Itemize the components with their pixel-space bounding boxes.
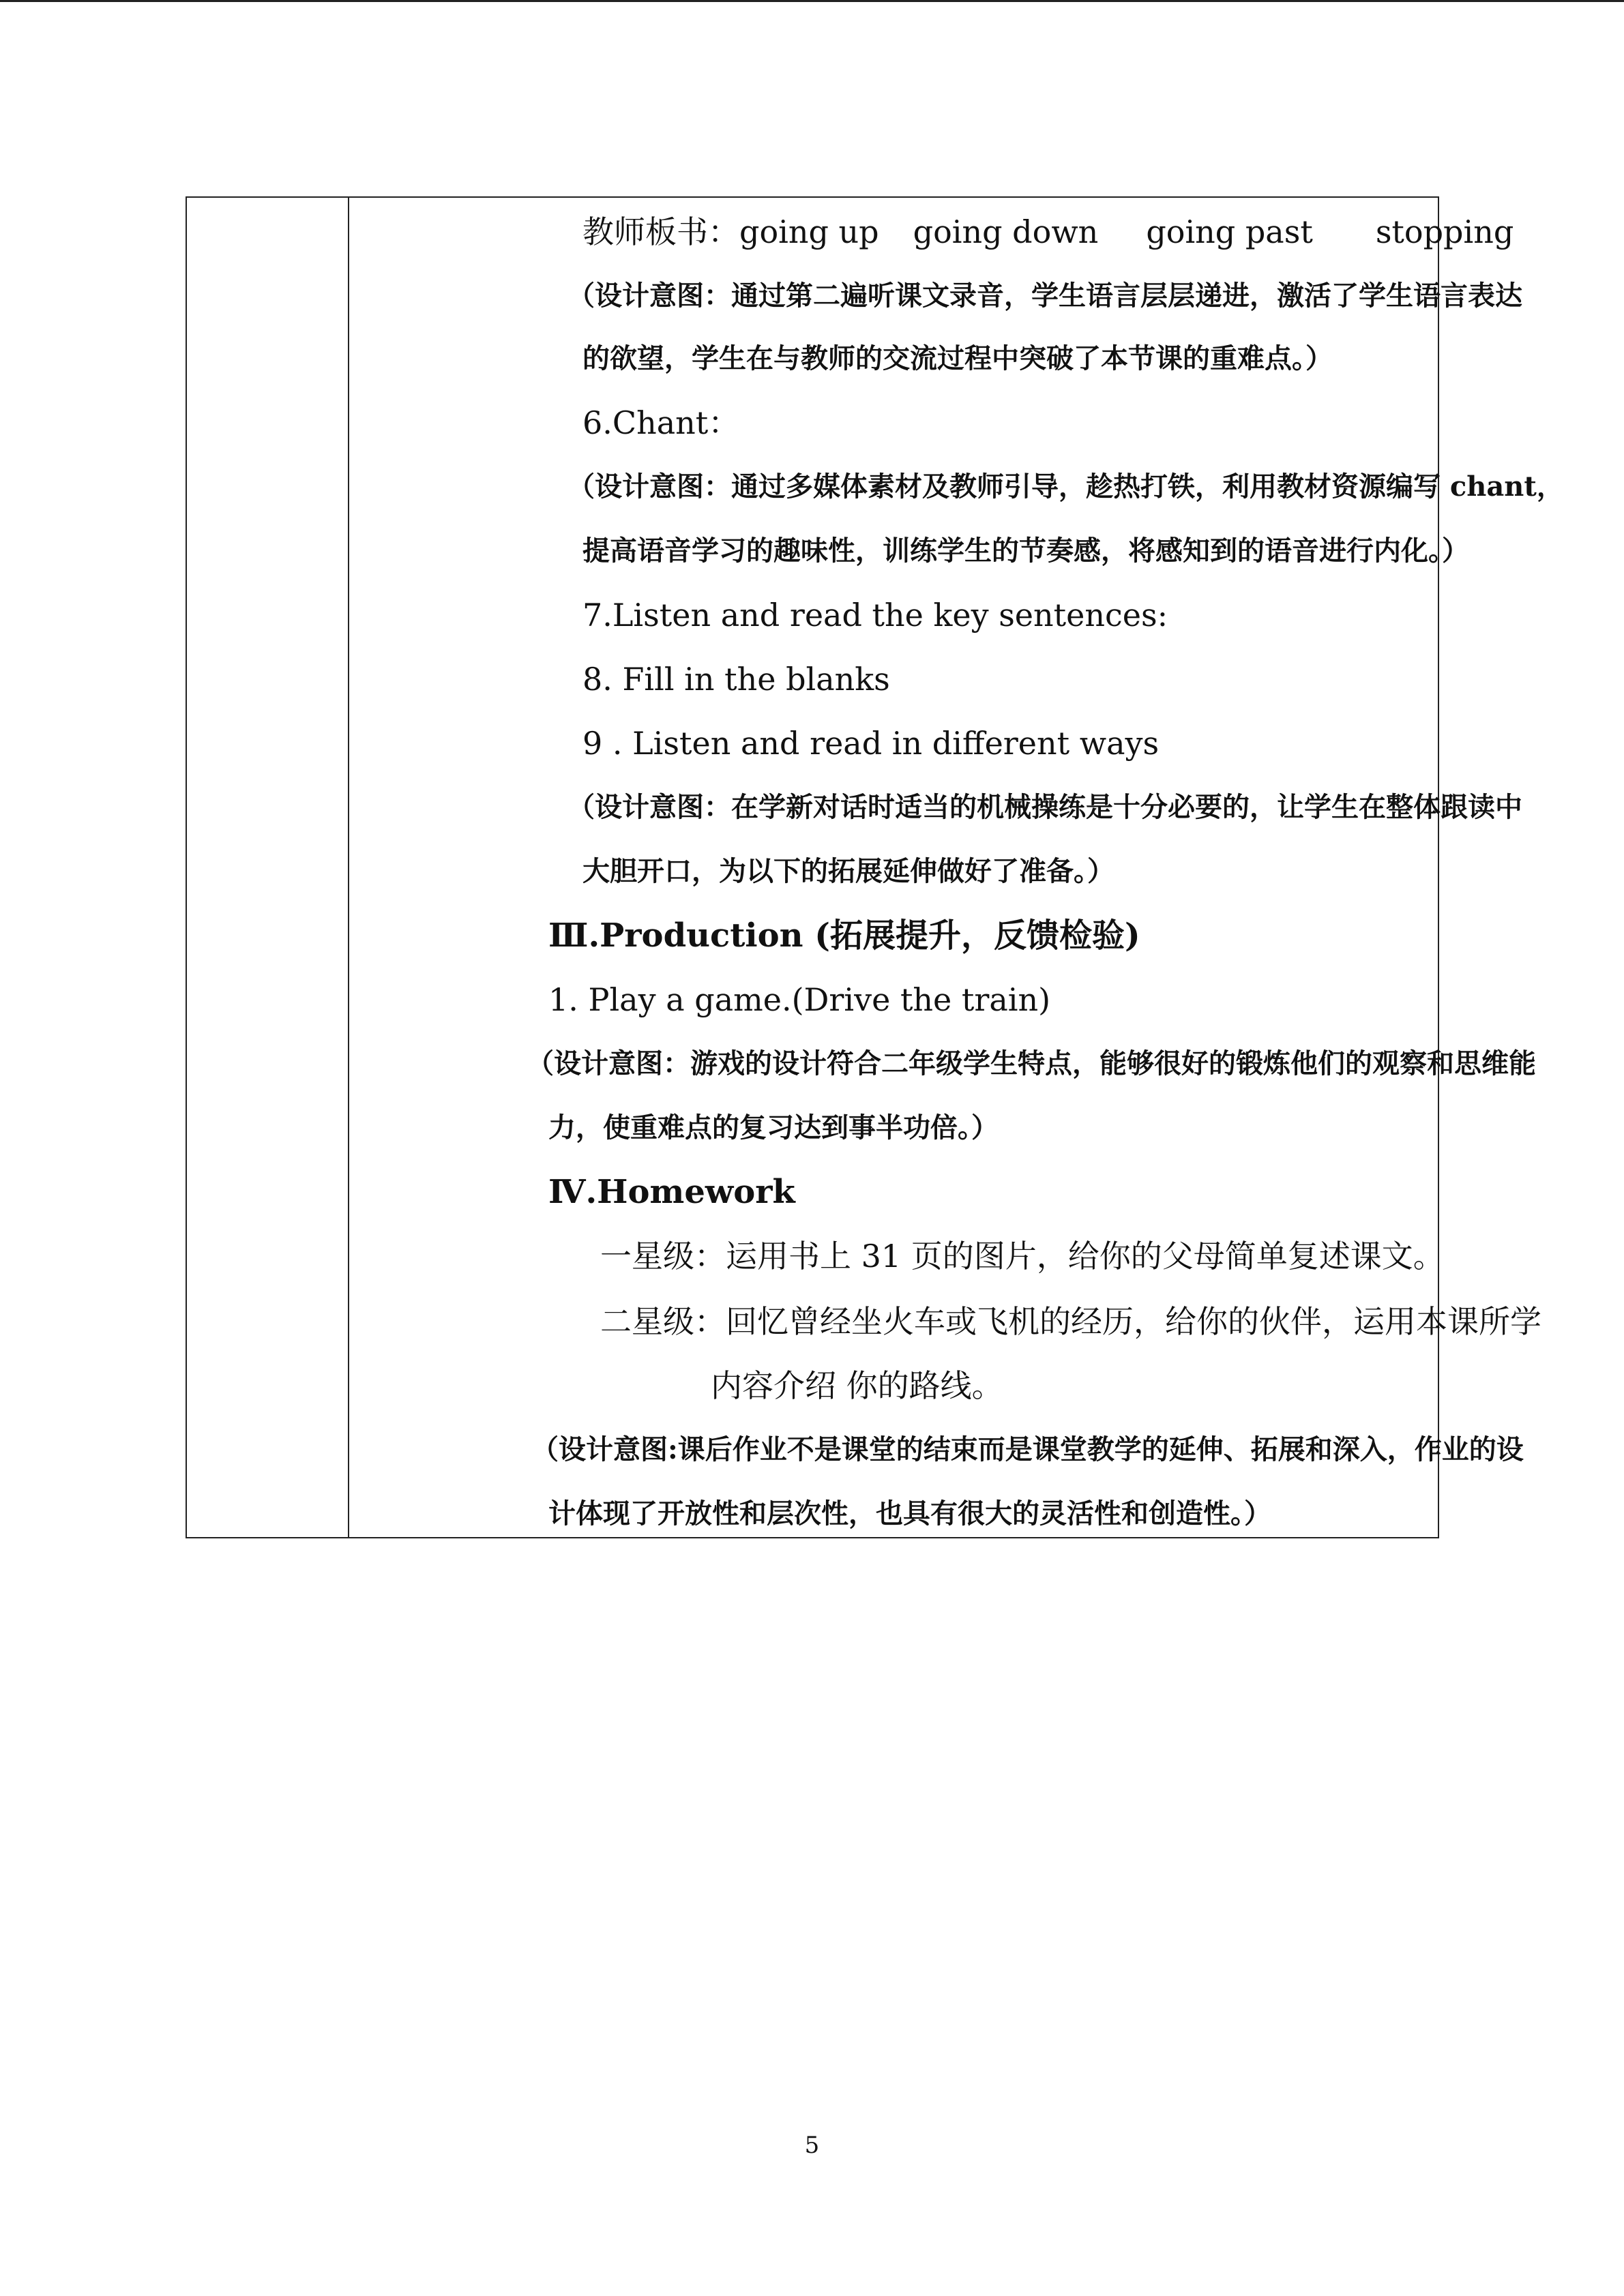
board-item-stopping: stopping — [1375, 213, 1514, 250]
homework-note-line-1: （设计意图:课后作业不是课堂的结束而是课堂教学的延伸、拓展和深入，作业的设 — [531, 1433, 1524, 1465]
step-chant: 6.Chant： — [582, 404, 740, 441]
design-note-1-line-2: 的欲望，学生在与教师的交流过程中突破了本节课的重难点。） — [582, 342, 1333, 374]
step-listen-key-sentences: 7.Listen and read the key sentences: — [582, 597, 1168, 633]
board-item-going-down: going down — [913, 213, 1099, 250]
design-note-1-line-1: （设计意图：通过第二遍听课文录音，学生语言层层递进，激活了学生语言表达 — [567, 280, 1522, 312]
board-item-going-past: going past — [1146, 213, 1313, 250]
step-listen-read-ways: 9 . Listen and read in different ways — [582, 725, 1160, 762]
table-left-cell — [187, 198, 349, 1537]
lesson-plan-table — [186, 196, 1564, 1538]
production-item-play-game: 1. Play a game.(Drive the train) — [548, 981, 1051, 1018]
homework-one-star: 一星级：运用书上 31 页的图片，给你的父母简单复述课文。 — [600, 1238, 1445, 1274]
design-note-2-line-1: （设计意图：通过多媒体素材及教师引导，趁热打铁，利用教材资源编写 chant， — [567, 471, 1564, 503]
board-writing-label: 教师板书： — [582, 213, 739, 250]
design-note-3-line-2: 大胆开口，为以下的拓展延伸做好了准备。） — [582, 855, 1114, 887]
design-note-2-line-2: 提高语音学习的趣味性，训练学生的节奏感，将感知到的语音进行内化。） — [582, 535, 1469, 567]
homework-two-star-line-2: 内容介绍 你的路线。 — [711, 1367, 1003, 1404]
board-writing-line — [582, 211, 1514, 252]
page-number: 5 — [804, 2132, 820, 2159]
homework-heading: Ⅳ.Homework — [548, 1173, 795, 1211]
table-right-cell — [351, 198, 1564, 1537]
homework-note-line-2: 计体现了开放性和层次性，也具有很大的灵活性和创造性。） — [548, 1497, 1271, 1530]
design-note-3-line-1: （设计意图：在学新对话时适当的机械操练是十分必要的，让学生在整体跟读中 — [567, 791, 1522, 823]
top-border-rule — [0, 0, 1624, 2]
production-note-line-1: （设计意图：游戏的设计符合二年级学生特点，能够很好的锻炼他们的观察和思维能 — [527, 1047, 1536, 1079]
production-note-line-2: 力，使重难点的复习达到事半功倍。） — [548, 1112, 999, 1144]
board-item-going-up: going up — [739, 213, 879, 250]
production-heading: Ⅲ.Production (拓展提升，反馈检验) — [548, 916, 1140, 955]
homework-two-star-line-1: 二星级：回忆曾经坐火车或飞机的经历，给你的伙伴，运用本课所学 — [600, 1303, 1541, 1340]
step-fill-blanks: 8. Fill in the blanks — [582, 661, 890, 698]
